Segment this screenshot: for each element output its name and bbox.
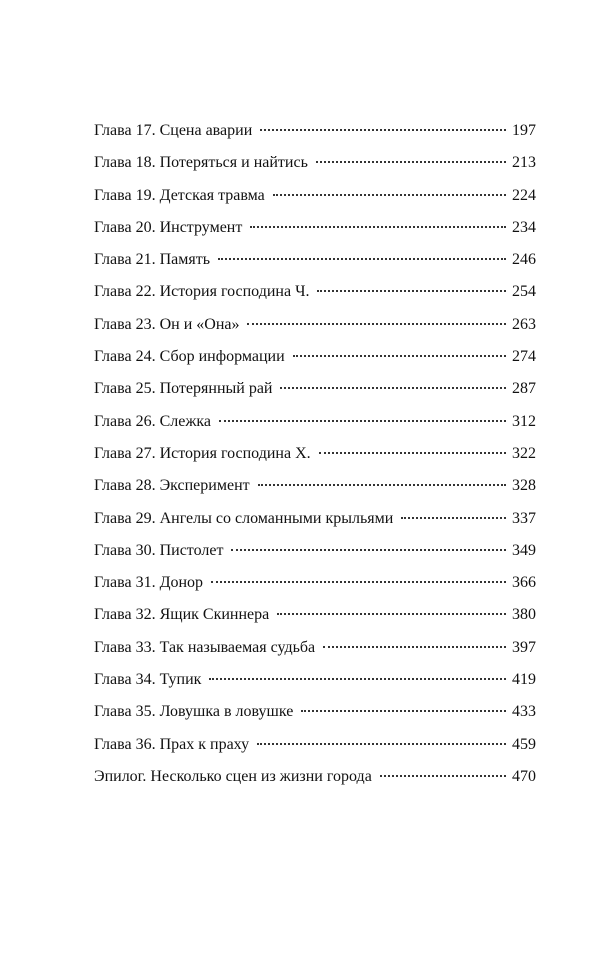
toc-entry (94, 348, 536, 380)
toc-entry-title: Глава 29. Ангелы со сломанными крыльями (94, 509, 394, 527)
dot-leader (257, 743, 506, 745)
toc-entry (94, 219, 536, 251)
toc-entry-page-number: 274 (512, 348, 536, 366)
dot-leader (231, 549, 506, 551)
dot-leader (380, 775, 506, 777)
dot-leader (317, 290, 506, 292)
dot-leader (218, 258, 506, 260)
toc-entry-page-number: 322 (512, 444, 536, 462)
toc-entry-title: Эпилог. Несколько сцен из жизни города (94, 767, 372, 785)
toc-entry-title: Глава 32. Ящик Скиннера (94, 606, 270, 624)
toc-entry-title: Глава 17. Сцена аварии (94, 122, 253, 139)
dot-leader (211, 581, 506, 583)
toc-entry-title: Глава 18. Потеряться и найтись (94, 154, 308, 172)
toc-entry-title: Глава 26. Слежка (94, 412, 212, 430)
toc-entry-page-number: 349 (512, 541, 536, 559)
toc-entry (94, 477, 536, 509)
toc-entry (94, 316, 536, 348)
dot-leader (209, 678, 506, 680)
toc-entry-title: Глава 28. Эксперимент (94, 477, 250, 495)
toc-entry-page-number: 312 (512, 412, 536, 430)
toc-entry (94, 380, 536, 412)
dot-leader (260, 129, 506, 131)
toc-entry (94, 768, 536, 800)
dot-leader (319, 452, 506, 454)
dot-leader (247, 323, 506, 325)
toc-entry-page-number: 433 (512, 703, 536, 721)
dot-leader (293, 355, 506, 357)
toc-entry-title: Глава 31. Донор (94, 574, 204, 592)
toc-entry-page-number: 337 (512, 509, 536, 527)
toc-entry (94, 510, 536, 542)
dot-leader (280, 387, 506, 389)
toc-entry (94, 606, 536, 638)
dot-leader (401, 517, 506, 519)
toc-entry (94, 574, 536, 606)
dot-leader (316, 161, 506, 163)
toc-entry-page-number: 263 (512, 315, 536, 333)
toc-entry-page-number: 213 (512, 154, 536, 172)
toc-entry-title: Глава 24. Сбор информации (94, 348, 285, 366)
dot-leader (258, 484, 506, 486)
toc-entry (94, 671, 536, 703)
toc-entry-page-number: 254 (512, 283, 536, 301)
toc-entry-page-number: 470 (512, 767, 536, 785)
toc-entry-title: Глава 36. Прах к праху (94, 735, 250, 753)
toc-entry-title: Глава 23. Он и «Она» (94, 315, 240, 333)
toc-entry-page-number: 197 (512, 122, 536, 139)
toc-entry (94, 283, 536, 315)
toc-entry-page-number: 287 (512, 380, 536, 398)
toc-entry (94, 413, 536, 445)
toc-entry (94, 736, 536, 768)
toc-entry-title: Глава 35. Ловушка в ловушке (94, 703, 294, 721)
toc-entry-title: Глава 22. История господина Ч. (94, 283, 310, 301)
dot-leader (273, 194, 506, 196)
toc-entry-title: Глава 25. Потерянный рай (94, 380, 273, 398)
toc-entry-page-number: 419 (512, 671, 536, 689)
toc-entry (94, 122, 536, 154)
toc-entry-title: Глава 33. Так называемая судьба (94, 638, 316, 656)
toc-entry-title: Глава 20. Инструмент (94, 218, 243, 236)
toc-entry-page-number: 459 (512, 735, 536, 753)
toc-entry-title: Глава 27. История господина Х. (94, 444, 311, 462)
toc-entry (94, 251, 536, 283)
toc-entry-page-number: 397 (512, 638, 536, 656)
toc-entry-title: Глава 19. Детская травма (94, 186, 265, 204)
toc-entry (94, 639, 536, 671)
toc-entry (94, 542, 536, 574)
toc-entry (94, 154, 536, 186)
toc-entry-page-number: 246 (512, 251, 536, 269)
toc-entry (94, 187, 536, 219)
toc-entry-title: Глава 21. Память (94, 251, 211, 269)
toc-entry-page-number: 328 (512, 477, 536, 495)
dot-leader (277, 613, 506, 615)
toc-entry-page-number: 224 (512, 186, 536, 204)
dot-leader (250, 226, 506, 228)
toc-entry-title: Глава 34. Тупик (94, 671, 202, 689)
dot-leader (219, 420, 506, 422)
table-of-contents (94, 122, 536, 800)
toc-entry-page-number: 366 (512, 574, 536, 592)
dot-leader (323, 646, 506, 648)
toc-entry-page-number: 234 (512, 218, 536, 236)
toc-entry (94, 445, 536, 477)
toc-entry-page-number: 380 (512, 606, 536, 624)
dot-leader (301, 710, 506, 712)
toc-entry (94, 703, 536, 735)
toc-entry-title: Глава 30. Пистолет (94, 541, 224, 559)
